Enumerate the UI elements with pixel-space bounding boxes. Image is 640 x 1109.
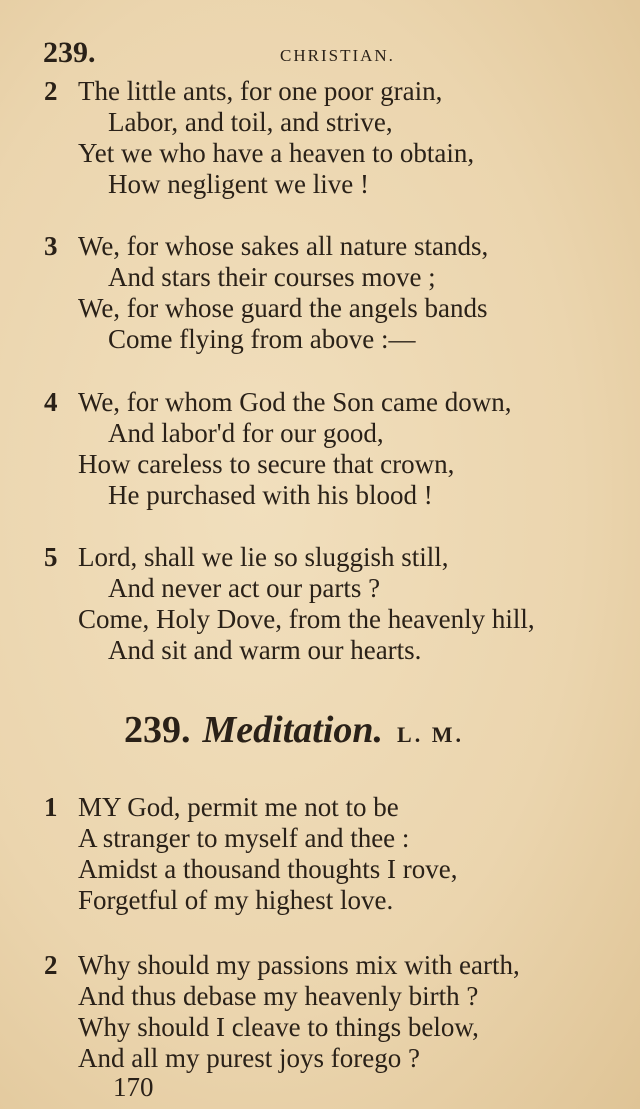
verse-line: Amidst a thousand thoughts I rove,: [78, 854, 458, 884]
header-title: CHRISTIAN.: [280, 46, 395, 65]
verse-line: We, for whom God the Son came down,: [78, 387, 512, 417]
stanza-number: 5: [44, 542, 58, 572]
verse-line: How negligent we live !: [108, 169, 369, 199]
verse-line: He purchased with his blood !: [108, 480, 433, 510]
verse-line: And stars their courses move ;: [108, 262, 436, 292]
hymn-number: 239.: [124, 709, 191, 751]
hymn-title: Meditation.: [202, 709, 384, 751]
stanza-number: 2: [44, 76, 58, 106]
verse-line: Why should I cleave to things below,: [78, 1012, 479, 1042]
verse-line: And sit and warm our hearts.: [108, 635, 422, 665]
verse-line: Come flying from above :—: [108, 324, 416, 354]
verse-line: A stranger to myself and thee :: [78, 823, 410, 853]
verse-line: How careless to secure that crown,: [78, 449, 455, 479]
verse-line: And thus debase my heavenly birth ?: [78, 981, 479, 1011]
stanza-number: 3: [44, 231, 58, 261]
verse-line: MY God, permit me not to be: [78, 792, 399, 822]
verse-line: Lord, shall we lie so sluggish still,: [78, 542, 449, 572]
verse-line: We, for whose sakes all nature stands,: [78, 231, 489, 261]
verse-line: We, for whose guard the angels bands: [78, 293, 488, 323]
header-hymn-number: 239.: [43, 36, 96, 69]
verse-line: The little ants, for one poor grain,: [78, 76, 443, 106]
verse-line: And all my purest joys forego ?: [78, 1043, 420, 1073]
hymn-meter: L. M.: [397, 722, 464, 747]
verse-line: Labor, and toil, and strive,: [108, 107, 393, 137]
verse-line: Why should my passions mix with earth,: [78, 950, 520, 980]
stanza-number: 1: [44, 792, 58, 822]
verse-line: And never act our parts ?: [108, 573, 381, 603]
page-number: 170: [113, 1072, 154, 1102]
verse-line: Yet we who have a heaven to obtain,: [78, 138, 475, 168]
stanza-number: 2: [44, 950, 58, 980]
verse-line: And labor'd for our good,: [108, 418, 384, 448]
stanza-number: 4: [44, 387, 58, 417]
verse-line: Forgetful of my highest love.: [78, 885, 394, 915]
hymn-heading: [124, 708, 464, 752]
verse-line: Come, Holy Dove, from the heavenly hill,: [78, 604, 535, 634]
